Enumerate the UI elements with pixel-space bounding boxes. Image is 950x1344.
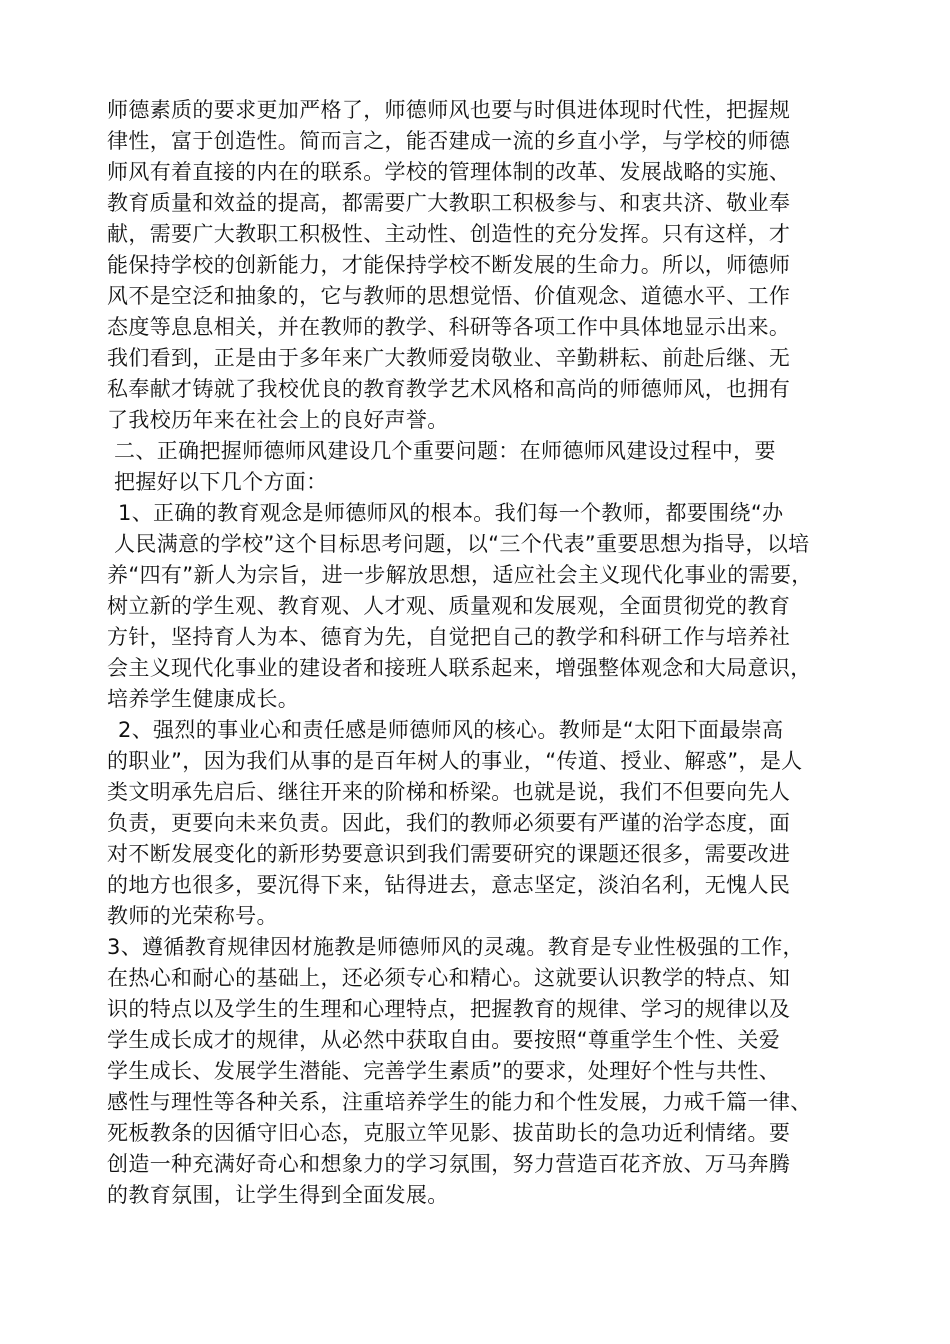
text-line: 识的特点以及学生的生理和心理特点，把握教育的规律、学习的规律以及 — [107, 997, 791, 1021]
text-line: 献，需要广大教职工积极性、主动性、创造性的充分发挥。只有这样，才 — [107, 222, 791, 246]
text-line: 师德素质的要求更加严格了，师德师风也要与时俱进体现时代性，把握规 — [107, 98, 791, 122]
text-line: 在热心和耐心的基础上，还必须专心和精心。这就要认识教学的特点、知 — [107, 966, 791, 990]
text-line: 学生成长成才的规律，从必然中获取自由。要按照“尊重学生个性、关爱 — [107, 1028, 781, 1052]
text-line: 对不断发展变化的新形势要意识到我们需要研究的课题还很多，需要改进 — [107, 842, 791, 866]
list-item-heading: 2、强烈的事业心和责任感是师德师风的核心。教师是“太阳下面最崇高 — [118, 718, 784, 742]
text-line: 律性，富于创造性。简而言之，能否建成一流的乡直小学，与学校的师德 — [107, 129, 791, 153]
text-line: 类文明承先启后、继往开来的阶梯和桥梁。也就是说，我们不但要向先人 — [107, 780, 791, 804]
text-line: 方针，坚持育人为本、德育为先，自觉把自己的教学和科研工作与培养社 — [107, 625, 791, 649]
text-line: 死板教条的因循守旧心态，克服立竿见影、拔苗助长的急功近利情绪。要 — [107, 1121, 791, 1145]
text-line: 创造一种充满好奇心和想象力的学习氛围，努力营造百花齐放、万马奔腾 — [107, 1152, 791, 1176]
text-line: 树立新的学生观、教育观、人才观、质量观和发展观，全面贯彻党的教育 — [107, 594, 791, 618]
text-line: 态度等息息相关，并在教师的教学、科研等各项工作中具体地显示出来。 — [107, 315, 791, 339]
section-heading: 二、正确把握师德师风建设几个重要问题：在师德师风建设过程中，要 — [114, 439, 776, 463]
list-item-heading: 3、遵循教育规律因材施教是师德师风的灵魂。教育是专业性极强的工作， — [107, 935, 804, 959]
text-line: 养“四有”新人为宗旨，进一步解放思想，适应社会主义现代化事业的需要， — [107, 563, 813, 587]
text-line: 的教育氛围，让学生得到全面发展。 — [107, 1183, 449, 1207]
text-line: 的地方也很多，要沉得下来，钻得进去，意志坚定，淡泊名利，无愧人民 — [107, 873, 791, 897]
text-line: 会主义现代化事业的建设者和接班人联系起来，增强整体观念和大局意识， — [107, 656, 812, 680]
text-line: 教师的光荣称号。 — [107, 904, 278, 928]
section-heading: 把握好以下几个方面： — [114, 470, 328, 494]
text-line: 学生成长、发展学生潜能、完善学生素质”的要求，处理好个性与共性、 — [107, 1059, 781, 1083]
text-line: 了我校历年来在社会上的良好声誉。 — [107, 408, 449, 432]
text-line: 私奉献才铸就了我校优良的教育教学艺术风格和高尚的师德师风，也拥有 — [107, 377, 791, 401]
text-line: 的职业”，因为我们从事的是百年树人的事业，“传道、授业、解惑”，是人 — [107, 749, 803, 773]
text-line: 培养学生健康成长。 — [107, 687, 300, 711]
text-line: 感性与理性等各种关系，注重培养学生的能力和个性发展，力戒千篇一律、 — [107, 1090, 812, 1114]
list-item-heading: 1、正确的教育观念是师德师风的根本。我们每一个教师，都要围绕“办 — [118, 501, 784, 525]
text-line: 负责，更要向未来负责。因此，我们的教师必须要有严谨的治学态度，面 — [107, 811, 791, 835]
text-line: 师风有着直接的内在的联系。学校的管理体制的改革、发展战略的实施、 — [107, 160, 791, 184]
text-line: 风不是空泛和抽象的，它与教师的思想觉悟、价值观念、道德水平、工作 — [107, 284, 791, 308]
text-line: 能保持学校的创新能力，才能保持学校不断发展的生命力。所以，师德师 — [107, 253, 791, 277]
text-line: 人民满意的学校”这个目标思考问题，以“三个代表”重要思想为指导，以培 — [114, 532, 810, 556]
text-line: 我们看到，正是由于多年来广大教师爱岗敬业、辛勤耕耘、前赴后继、无 — [107, 346, 791, 370]
text-line: 教育质量和效益的提高，都需要广大教职工积极参与、和衷共济、敬业奉 — [107, 191, 791, 215]
